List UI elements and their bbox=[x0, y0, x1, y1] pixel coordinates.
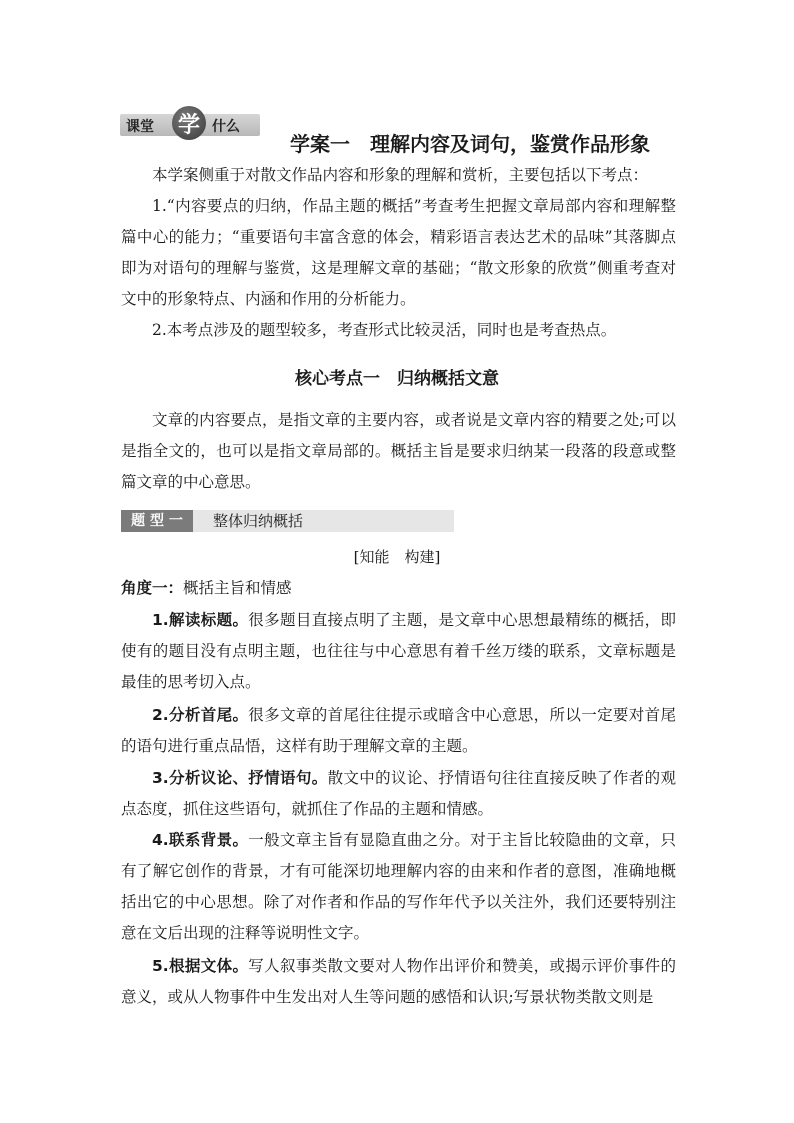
method-5 bbox=[121, 951, 676, 1013]
method-4-label: 4.联系背景。 bbox=[152, 831, 249, 849]
method-5-text: 写人叙事类散文要对人物作出评价和赞美，或揭示评价事件的意义，或从人物事件中生发出对人生等问题的感悟和认识;写景状物类散文则是 bbox=[121, 957, 676, 1006]
method-3-label: 3.分析议论、抒情语句。 bbox=[152, 769, 328, 787]
intro-paragraph: 本学案侧重于对散文作品内容和形象的理解和赏析，主要包括以下考点： bbox=[152, 166, 649, 184]
method-5-label: 5.根据文体。 bbox=[152, 957, 249, 975]
question-type-tag: 题 型 一 bbox=[121, 510, 193, 532]
method-3 bbox=[121, 763, 676, 825]
point-2: 2.本考点涉及的题型较多，考查形式比较灵活，同时也是考查热点。 bbox=[152, 321, 617, 339]
method-4 bbox=[121, 825, 676, 949]
lesson-badge bbox=[120, 106, 260, 140]
angle-label: 角度一： bbox=[121, 579, 184, 597]
method-3-text: 散文中的议论、抒情语句往往直接反映了作者的观点态度，抓住这些语句，就抓住了作品的主题和情感。 bbox=[121, 769, 676, 818]
method-1 bbox=[121, 605, 676, 698]
method-2-label: 2.分析首尾。 bbox=[152, 706, 249, 724]
section-paragraph: 文章的内容要点，是指文章的主要内容，或者说是文章内容的精要之处;可以是指全文的，也可以是指文章局部的。概括主旨是要求归纳某一段落的段意或整篇文章的中心意思。 bbox=[121, 411, 676, 491]
method-4-text: 一般文章主旨有显隐直曲之分。对于主旨比较隐曲的文章，只有了解它创作的背景，才有可能深切地理解内容的由来和作者的意图，准确地概括出它的中心思想。除了对作者和作品的写作年代予以关注外，我们还要特别注意在文后出现的注释等说明性文字。 bbox=[121, 831, 676, 942]
badge-left-text: 课堂 bbox=[126, 119, 154, 135]
method-1-text: 很多题目直接点明了主题，是文章中心思想最精练的概括，即使有的题目没有点明主题，也往往与中心意思有着千丝万缕的联系，文章标题是最佳的思考切入点。 bbox=[121, 611, 676, 691]
method-2 bbox=[121, 700, 676, 762]
angle-heading bbox=[121, 576, 292, 598]
point-1: 1.“内容要点的归纳，作品主题的概括”考查考生把握文章局部内容和理解整篇中心的能力；“重要语句丰富含意的体会，精彩语言表达艺术的品味”其落脚点即为对语句的理解与鉴赏，这是理解文章的基础；“散文形象的欣赏”侧重考查对文中的形象特点、内涵和作用的分析能力。 bbox=[121, 197, 676, 308]
badge-middle-text: 学 bbox=[177, 113, 200, 138]
question-type-bar bbox=[121, 510, 454, 532]
page-title: 学案一 理解内容及词句，鉴赏作品形象 bbox=[290, 132, 650, 156]
section-title: 核心考点一 归纳概括文意 bbox=[295, 369, 499, 389]
angle-text: 概括主旨和情感 bbox=[183, 579, 292, 597]
method-2-text: 很多文章的首尾往往提示或暗含中心意思，所以一定要对首尾的语句进行重点品悟，这样有助于理解文章的主题。 bbox=[121, 706, 676, 755]
question-type-name: 整体归纳概括 bbox=[213, 512, 304, 530]
badge-right-text: 什么 bbox=[212, 119, 240, 135]
method-1-label: 1.解读标题。 bbox=[152, 611, 249, 629]
knowledge-header: [知能 构建] bbox=[353, 548, 441, 566]
